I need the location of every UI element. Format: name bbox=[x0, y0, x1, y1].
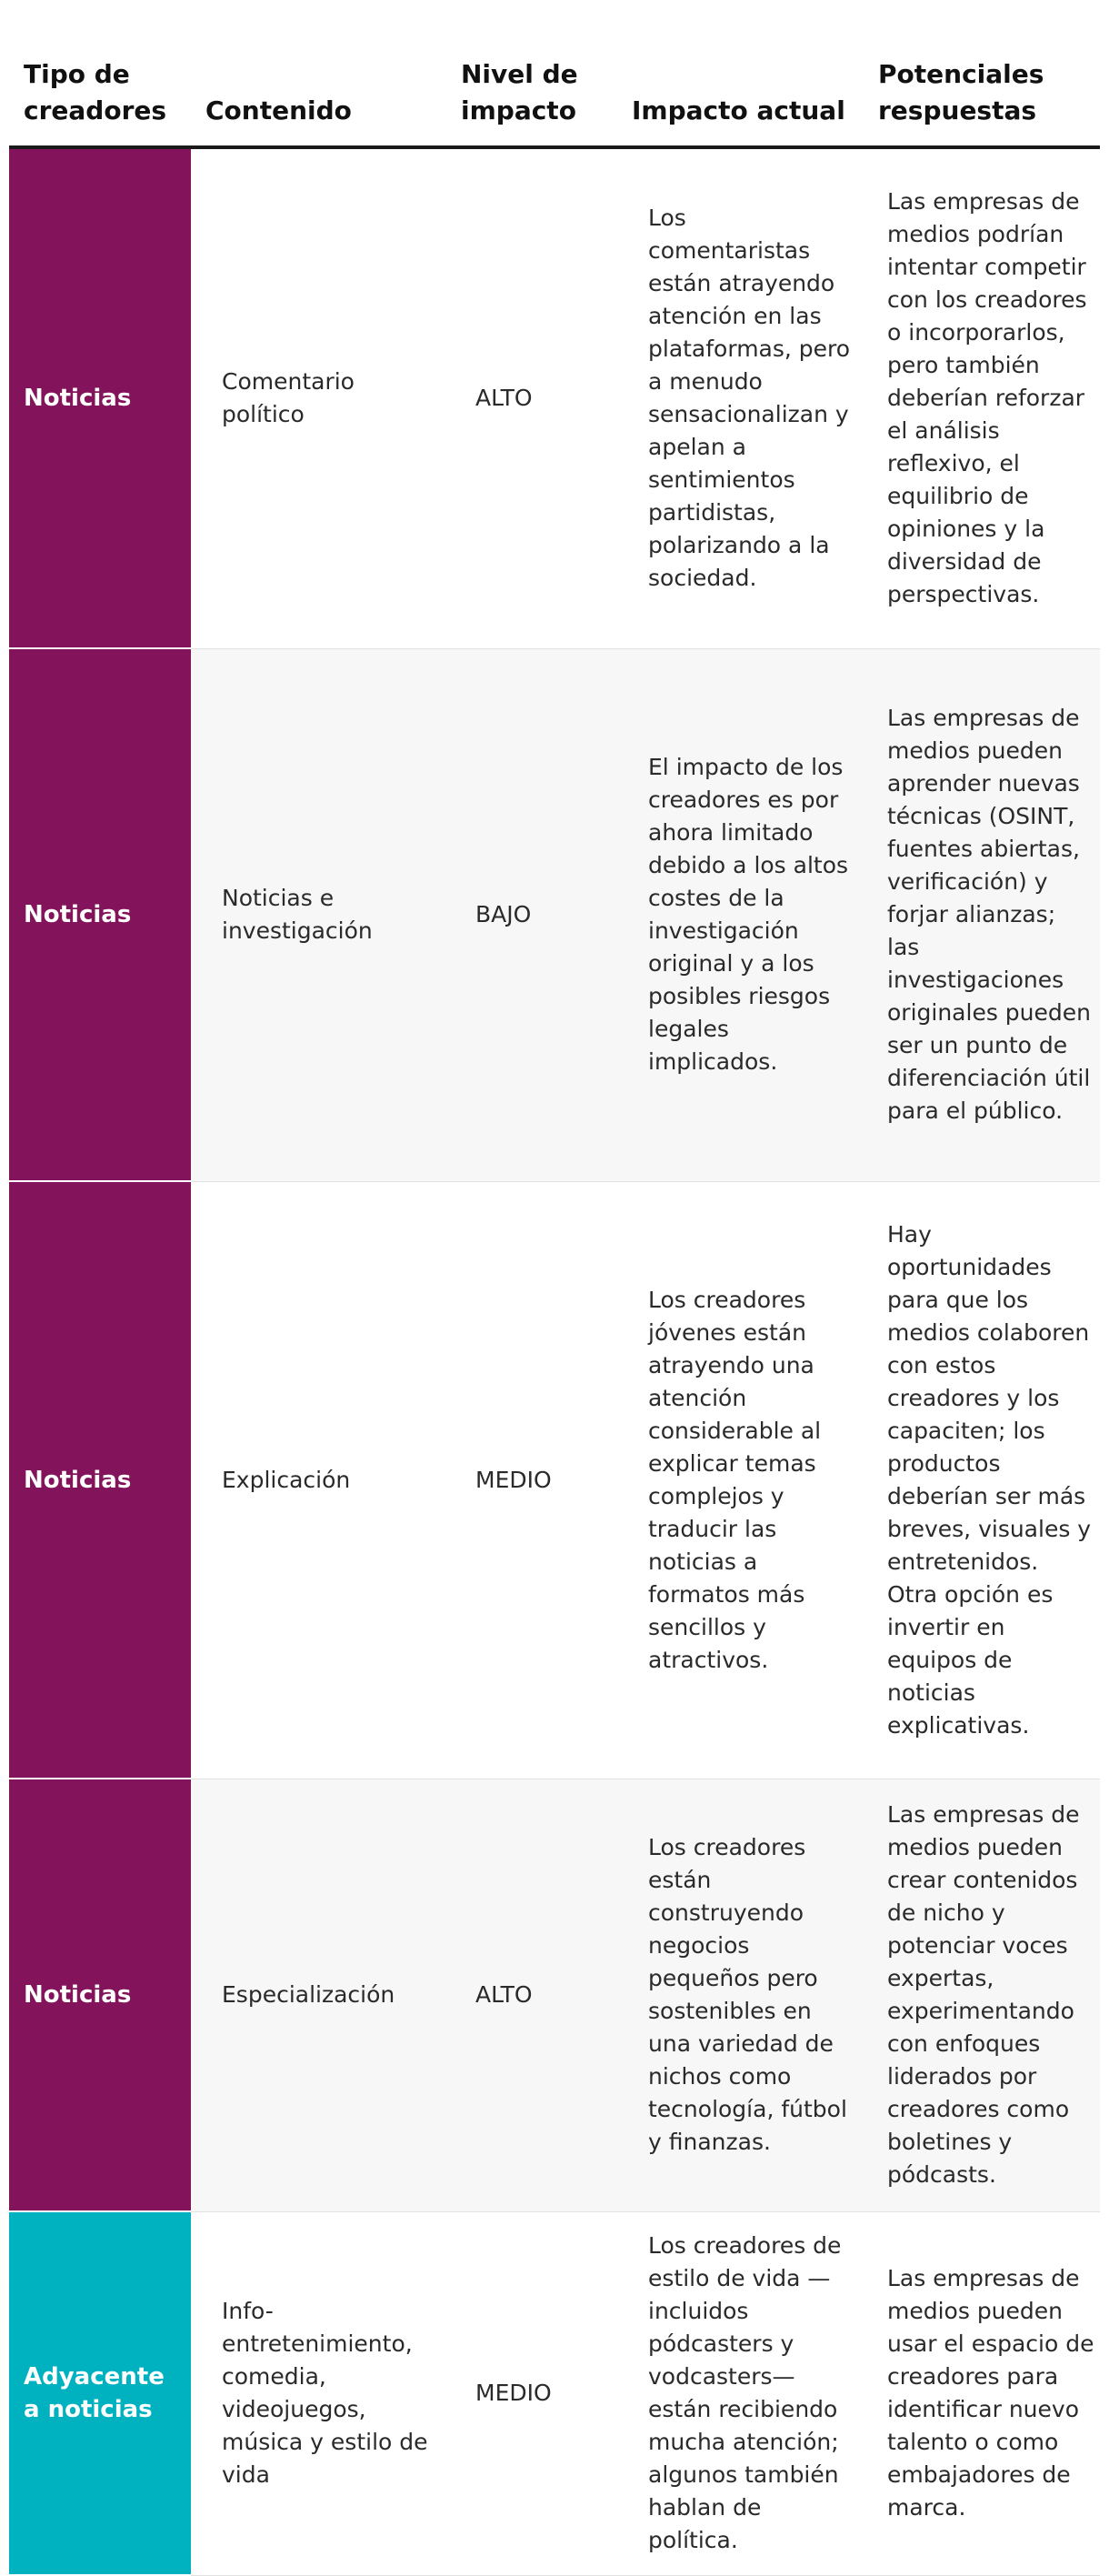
table-row bbox=[9, 648, 1100, 1181]
creators-impact-table-wrapper bbox=[9, 0, 1109, 2576]
current-impact-cell: El impacto de los creadores es por ahora limitado debido a los altos costes de la investigación original y a los posibles riesgos legales implicados. bbox=[617, 648, 864, 1181]
creator-type-cell: Adyacente a noticias bbox=[9, 2211, 191, 2575]
table-body bbox=[9, 147, 1100, 2575]
impact-level-cell: MEDIO bbox=[446, 2211, 617, 2575]
header-impact: Impacto actual bbox=[617, 0, 864, 147]
creators-impact-table bbox=[9, 0, 1100, 2576]
impact-level-cell: ALTO bbox=[446, 147, 617, 648]
creator-type-cell: Noticias bbox=[9, 1181, 191, 1779]
header-type: Tipo de creadores bbox=[9, 0, 191, 147]
creator-type-cell: Noticias bbox=[9, 648, 191, 1181]
table-row bbox=[9, 2211, 1100, 2575]
table-header bbox=[9, 0, 1100, 147]
impact-level-cell: BAJO bbox=[446, 648, 617, 1181]
table-row bbox=[9, 147, 1100, 648]
table-row bbox=[9, 1181, 1100, 1779]
content-cell: Explicación bbox=[191, 1181, 446, 1779]
header-row bbox=[9, 0, 1100, 147]
current-impact-cell: Los creadores de estilo de vida —incluidos pódcasters y vodcasters— están recibiendo mucha atención; algunos también hablan de política. bbox=[617, 2211, 864, 2575]
content-cell: Especialización bbox=[191, 1779, 446, 2211]
potential-responses-cell: Las empresas de medios pueden crear contenidos de nicho y potenciar voces expertas, experimentando con enfoques liderados por creadores como boletines y pódcasts. bbox=[864, 1779, 1100, 2211]
impact-level-cell: MEDIO bbox=[446, 1181, 617, 1779]
header-level: Nivel de impacto bbox=[446, 0, 617, 147]
potential-responses-cell: Las empresas de medios pueden usar el espacio de creadores para identificar nuevo talento o como embajadores de marca. bbox=[864, 2211, 1100, 2575]
creator-type-cell: Noticias bbox=[9, 147, 191, 648]
current-impact-cell: Los comentaristas están atrayendo atención en las plataformas, pero a menudo sensacionalizan y apelan a sentimientos partidistas, polarizando a la sociedad. bbox=[617, 147, 864, 648]
potential-responses-cell: Las empresas de medios podrían intentar competir con los creadores o incorporarlos, pero también deberían reforzar el análisis reflexivo, el equilibrio de opiniones y la diversidad de perspectivas. bbox=[864, 147, 1100, 648]
creator-type-cell: Noticias bbox=[9, 1779, 191, 2211]
header-content: Contenido bbox=[191, 0, 446, 147]
impact-level-cell: ALTO bbox=[446, 1779, 617, 2211]
table-row bbox=[9, 1779, 1100, 2211]
content-cell: Comentario político bbox=[191, 147, 446, 648]
current-impact-cell: Los creadores jóvenes están atrayendo una atención considerable al explicar temas complejos y traducir las noticias a formatos más sencillos y atractivos. bbox=[617, 1181, 864, 1779]
potential-responses-cell: Hay oportunidades para que los medios colaboren con estos creadores y los capaciten; los productos deberían ser más breves, visuales y entretenidos. Otra opción es invertir en equipos de noticias explicativas. bbox=[864, 1181, 1100, 1779]
header-responses: Potenciales respuestas bbox=[864, 0, 1100, 147]
potential-responses-cell: Las empresas de medios pueden aprender nuevas técnicas (OSINT, fuentes abiertas, verificación) y forjar alianzas; las investigaciones originales pueden ser un punto de diferenciación útil para el público. bbox=[864, 648, 1100, 1181]
current-impact-cell: Los creadores están construyendo negocios pequeños pero sostenibles en una variedad de nichos como tecnología, fútbol y finanzas. bbox=[617, 1779, 864, 2211]
content-cell: Noticias e investigación bbox=[191, 648, 446, 1181]
content-cell: Info-entretenimiento, comedia, videojuegos, música y estilo de vida bbox=[191, 2211, 446, 2575]
